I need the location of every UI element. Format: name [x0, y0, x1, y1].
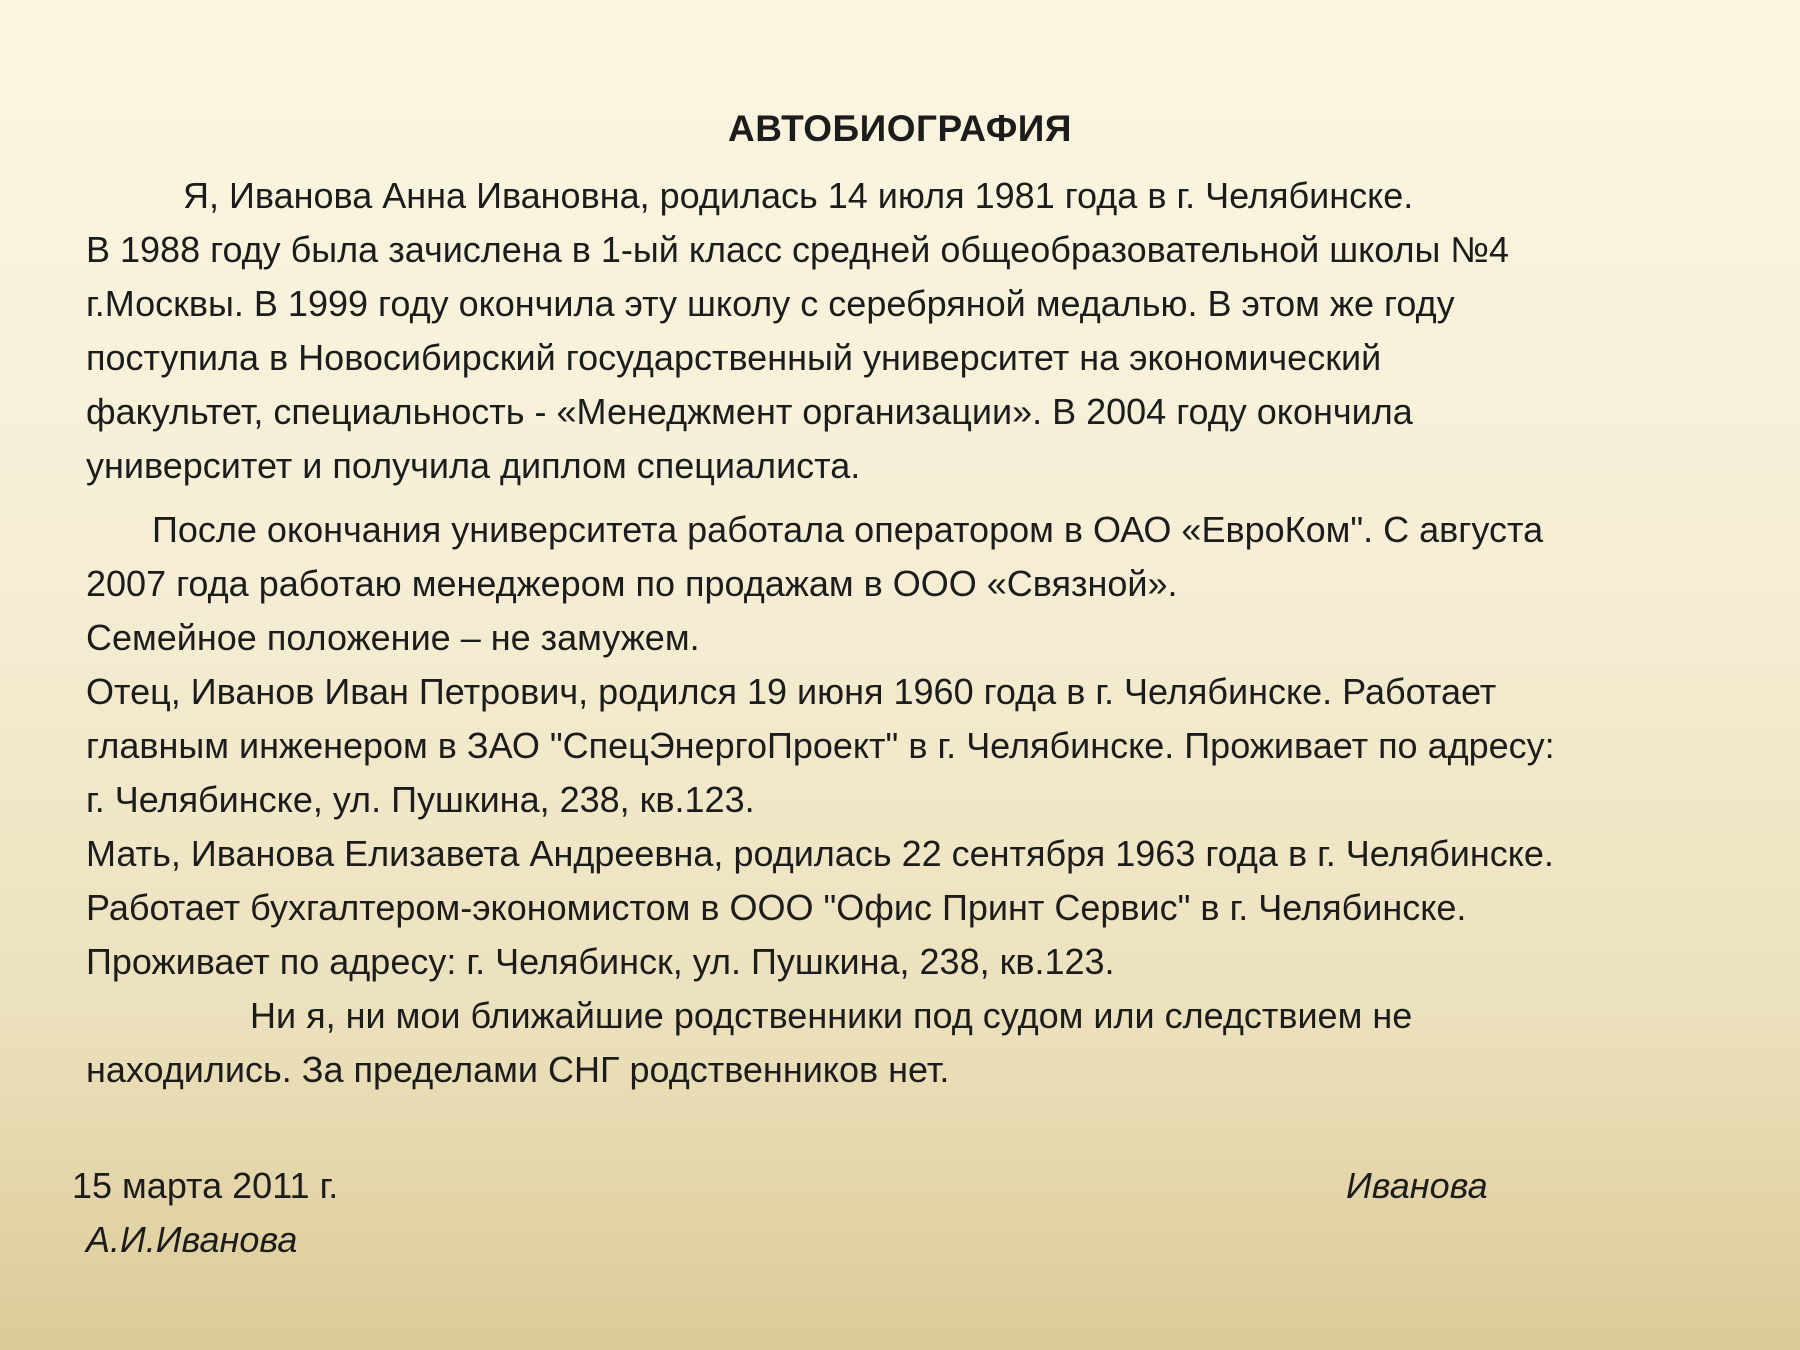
text-line-9: Семейное положение – не замужем. — [86, 617, 700, 658]
text-line-17: находились. За пределами СНГ родственников нет. — [86, 1049, 950, 1090]
document-title: АВТОБИОГРАФИЯ — [728, 108, 1072, 149]
signer-name: А.И.Иванова — [86, 1219, 298, 1260]
text-line-3: г.Москвы. В 1999 году окончила эту школу с серебряной медалью. В этом же году — [86, 283, 1455, 324]
text-line-4: поступила в Новосибирский государственный университет на экономический — [86, 337, 1382, 378]
text-line-11: главным инженером в ЗАО "СпецЭнергоПроект" в г. Челябинске. Проживает по адресу: — [86, 725, 1555, 766]
text-line-12: г. Челябинске, ул. Пушкина, 238, кв.123. — [86, 779, 755, 820]
text-line-5: факультет, специальность - «Менеджмент организации». В 2004 году окончила — [86, 391, 1413, 432]
text-line-10: Отец, Иванов Иван Петрович, родился 19 июня 1960 года в г. Челябинске. Работает — [86, 671, 1497, 712]
text-line-15: Проживает по адресу: г. Челябинск, ул. Пушкина, 238, кв.123. — [86, 941, 1115, 982]
signature: Иванова — [1346, 1165, 1488, 1206]
text-line-7: После окончания университета работала оператором в ОАО «ЕвроКом". С августа — [152, 509, 1544, 550]
text-line-13: Мать, Иванова Елизавета Андреевна, родилась 22 сентября 1963 года в г. Челябинске. — [86, 833, 1554, 874]
text-line-14: Работает бухгалтером-экономистом в ООО "Офис Принт Сервис" в г. Челябинске. — [86, 887, 1467, 928]
document-date: 15 марта 2011 г. — [72, 1165, 339, 1206]
text-line-8: 2007 года работаю менеджером по продажам в ООО «Связной». — [86, 563, 1178, 604]
text-line-6: университет и получила диплом специалиста. — [86, 445, 861, 486]
text-line-2: В 1988 году была зачислена в 1-ый класс средней общеобразовательной школы №4 — [86, 229, 1510, 270]
text-line-1: Я, Иванова Анна Ивановна, родилась 14 июля 1981 года в г. Челябинске. — [183, 175, 1414, 216]
text-line-16: Ни я, ни мои ближайшие родственники под судом или следствием не — [250, 995, 1413, 1036]
